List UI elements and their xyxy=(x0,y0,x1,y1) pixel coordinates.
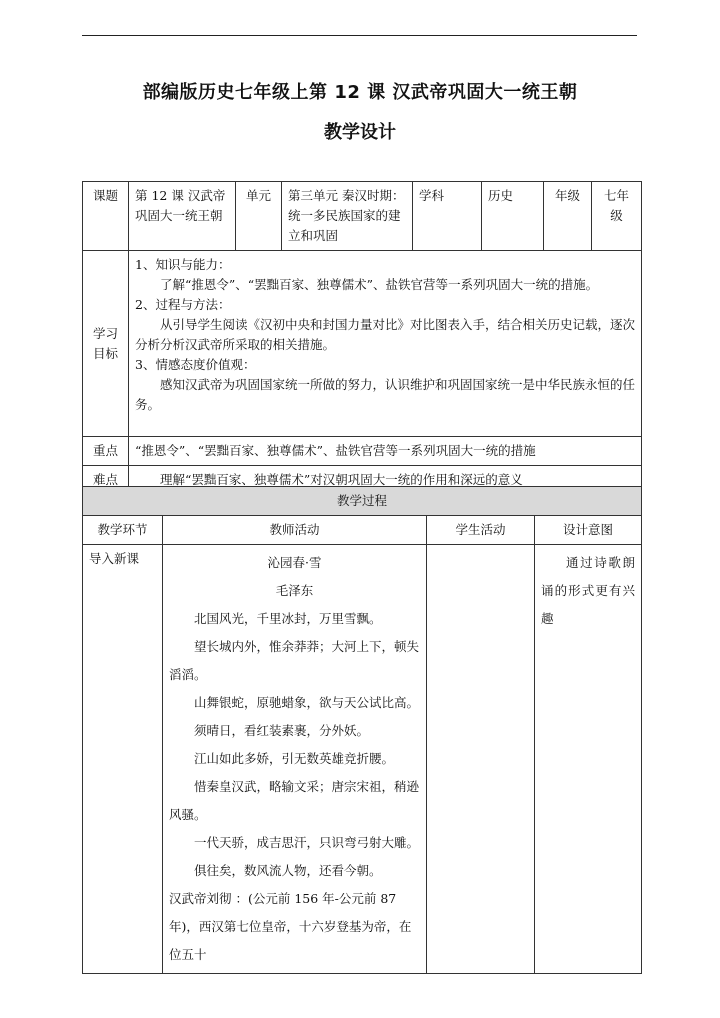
key-point-value: “推恩令”、“罢黜百家、独尊儒术”、盐铁官营等一系列巩固大一统的措施 xyxy=(129,437,642,466)
poem-title: 沁园春·雪 xyxy=(267,555,322,570)
objective-line: 2、过程与方法： xyxy=(135,297,231,312)
objectives-content xyxy=(129,251,642,437)
poem-line: 俱往矣，数风流人物，还看今朝。 xyxy=(194,863,382,878)
subject-value: 历史 xyxy=(482,182,544,251)
objective-line: 1、知识与能力： xyxy=(135,257,231,272)
objective-line: 感知汉武帝为巩固国家统一所做的努力，认识维护和巩固国家统一是中华民族永恒的任务。 xyxy=(135,377,636,412)
poem-line: 北国风光，千里冰封，万里雪飘。 xyxy=(194,611,382,626)
objective-line: 了解“推恩令”、“罢黜百家、独尊儒术”、盐铁官营等一系列巩固大一统的措施。 xyxy=(160,277,599,292)
stage-cell: 导入新课 xyxy=(83,545,163,974)
poem-line: 惜秦皇汉武，略输文采；唐宗宋祖，稍逊风骚。 xyxy=(169,779,420,822)
difficulty-value: 理解“罢黜百家、独尊儒术”对汉朝巩固大一统的作用和深远的意义 xyxy=(129,466,642,495)
poem-line: 望长城内外，惟余莽莽；大河上下，顿失滔滔。 xyxy=(169,639,420,682)
objectives-row xyxy=(83,251,642,437)
poem-line: 山舞银蛇，原驰蜡象，欲与天公试比高。 xyxy=(194,695,420,710)
course-label: 课题 xyxy=(83,182,129,251)
difficulty-label: 难点 xyxy=(83,466,129,495)
col-student: 学生活动 xyxy=(427,516,535,545)
header-rule xyxy=(82,35,637,36)
design-intent-cell: 通过诗歌朗诵的形式更有兴趣 xyxy=(535,545,642,974)
process-header-row xyxy=(83,487,642,516)
grade-value: 七年级 xyxy=(592,182,642,251)
key-point-row xyxy=(83,437,642,466)
document-title: 部编版历史七年级上第 12 课 汉武帝巩固大一统王朝 xyxy=(142,82,578,103)
process-columns-row xyxy=(83,516,642,545)
col-intent: 设计意图 xyxy=(535,516,642,545)
course-value: 第 12 课 汉武帝巩固大一统王朝 xyxy=(129,182,236,251)
objective-line: 从引导学生阅读《汉初中央和封国力量对比》对比图表入手，结合相关历史记载，逐次分析分析汉武帝所采取的相关措施。 xyxy=(135,317,636,352)
col-teacher: 教师活动 xyxy=(163,516,427,545)
objective-line: 3、情感态度价值观： xyxy=(135,357,256,372)
unit-value: 第三单元 秦汉时期：统一多民族国家的建立和巩固 xyxy=(282,182,413,251)
poem-author: 毛泽东 xyxy=(275,583,314,598)
process-header: 教学过程 xyxy=(83,487,642,516)
info-row xyxy=(83,182,642,251)
student-activity-cell xyxy=(427,545,535,974)
emperor-bio: 汉武帝刘彻 ：(公元前 156 年-公元前 87 年)，西汉第七位皇帝，十六岁登基为帝，在位五十 xyxy=(169,891,412,962)
key-point-label: 重点 xyxy=(83,437,129,466)
unit-label: 单元 xyxy=(236,182,282,251)
poem-line: 江山如此多娇，引无数英雄竞折腰。 xyxy=(194,751,395,766)
teacher-activity-cell xyxy=(163,545,427,974)
lesson-plan-table xyxy=(82,181,642,495)
poem-line: 须晴日，看红装素裹，分外妖。 xyxy=(194,723,370,738)
grade-label: 年级 xyxy=(544,182,592,251)
col-stage: 教学环节 xyxy=(83,516,163,545)
subject-label: 学科 xyxy=(413,182,482,251)
process-table xyxy=(82,486,642,974)
process-row-intro xyxy=(83,545,642,974)
document-subtitle: 教学设计 xyxy=(324,122,396,143)
objectives-label: 学习目标 xyxy=(83,251,129,437)
poem-line: 一代天骄，成吉思汗，只识弯弓射大雕。 xyxy=(194,835,420,850)
